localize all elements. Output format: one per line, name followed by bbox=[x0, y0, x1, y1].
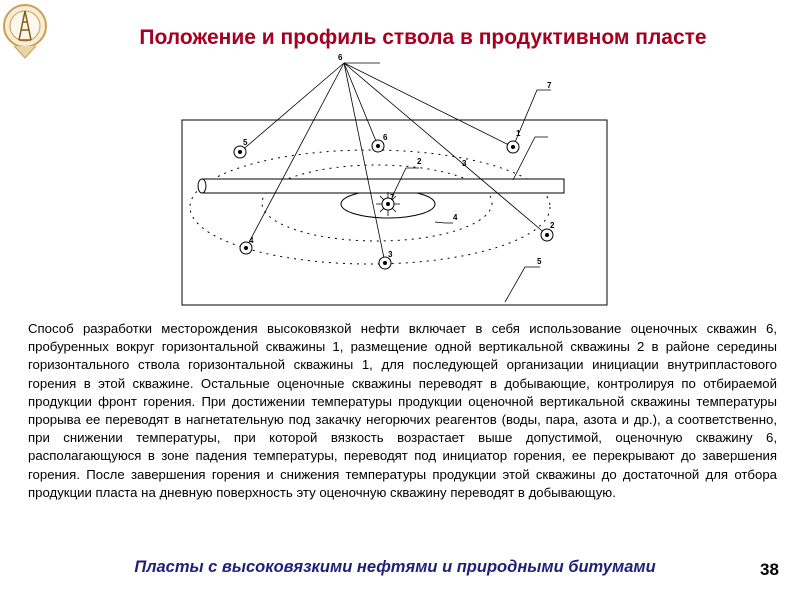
label-2-right: 2 bbox=[550, 221, 555, 230]
label-7-center: 7 bbox=[390, 193, 395, 202]
well-2 bbox=[541, 229, 553, 241]
page-title: Положение и профиль ствола в продуктивном пласте bbox=[139, 26, 707, 49]
leader-7 bbox=[513, 90, 551, 147]
horizontal-well-bore bbox=[202, 179, 564, 193]
logo-inner-ring bbox=[10, 11, 40, 41]
label-7-right: 7 bbox=[547, 81, 552, 90]
label-2-center: 2 bbox=[417, 157, 422, 166]
label-5-bottom: 5 bbox=[537, 257, 542, 266]
label-4-center: 4 bbox=[453, 213, 458, 222]
label-4-left: 4 bbox=[249, 236, 254, 245]
formation-boundary bbox=[182, 120, 607, 305]
middle-combustion-zone bbox=[262, 165, 492, 241]
page-number: 38 bbox=[760, 560, 779, 579]
leader-5 bbox=[505, 267, 540, 302]
well-5-left bbox=[234, 146, 246, 158]
well-layout-diagram bbox=[170, 52, 620, 320]
well-1 bbox=[507, 141, 519, 153]
label-3-line: 3 bbox=[462, 159, 467, 168]
description-paragraph: Способ разработки месторождения высоковязкой нефти включает в себя использование оценочных скважин 6, пробуренных вокруг горизонтальной скважины 1, размещение одной вертикальной скважины 2 в районе середины горизонтального ствола горизонтальной скважины 1, для последующей организации инициации внутрипластового горения в этой скважине. Остальные оценочные скважины переводят в добывающие, контролируя по отбираемой продукции фронт горения. При достижении температуры продукции оценочной вертикальной скважины температуры прорыва ее переводят в нагнетательную под закачку негорючих реагентов (воды, пара, азота и др.), а соответственно, при снижении температуры, при которой вязкость возрастает выше допустимой, оценочную скважину 6, располагающуюся в зоне падения температуры, переводят под инициатор горения, ее перекрывают до завершения горения. После завершения горения и снижения температуры продукции этой скважины до достаточной для отбора продукции пласта на дневную поверхность эту оценочную скважину переводят в добывающую. bbox=[28, 321, 777, 500]
ignition-well-7 bbox=[376, 192, 400, 216]
label-6-circle: 6 bbox=[383, 133, 388, 142]
label-1-right: 1 bbox=[516, 129, 521, 138]
leader-lines bbox=[240, 63, 547, 263]
label-5-left: 5 bbox=[243, 138, 248, 147]
footer-caption: Пласты с высоковязкими нефтями и природными битумами bbox=[134, 558, 656, 576]
label-3-bottom: 3 bbox=[388, 250, 393, 259]
label-6-top: 6 bbox=[338, 53, 343, 62]
leader-4 bbox=[435, 222, 453, 223]
logo-emblem bbox=[2, 2, 48, 60]
horizontal-well-end bbox=[198, 179, 206, 193]
